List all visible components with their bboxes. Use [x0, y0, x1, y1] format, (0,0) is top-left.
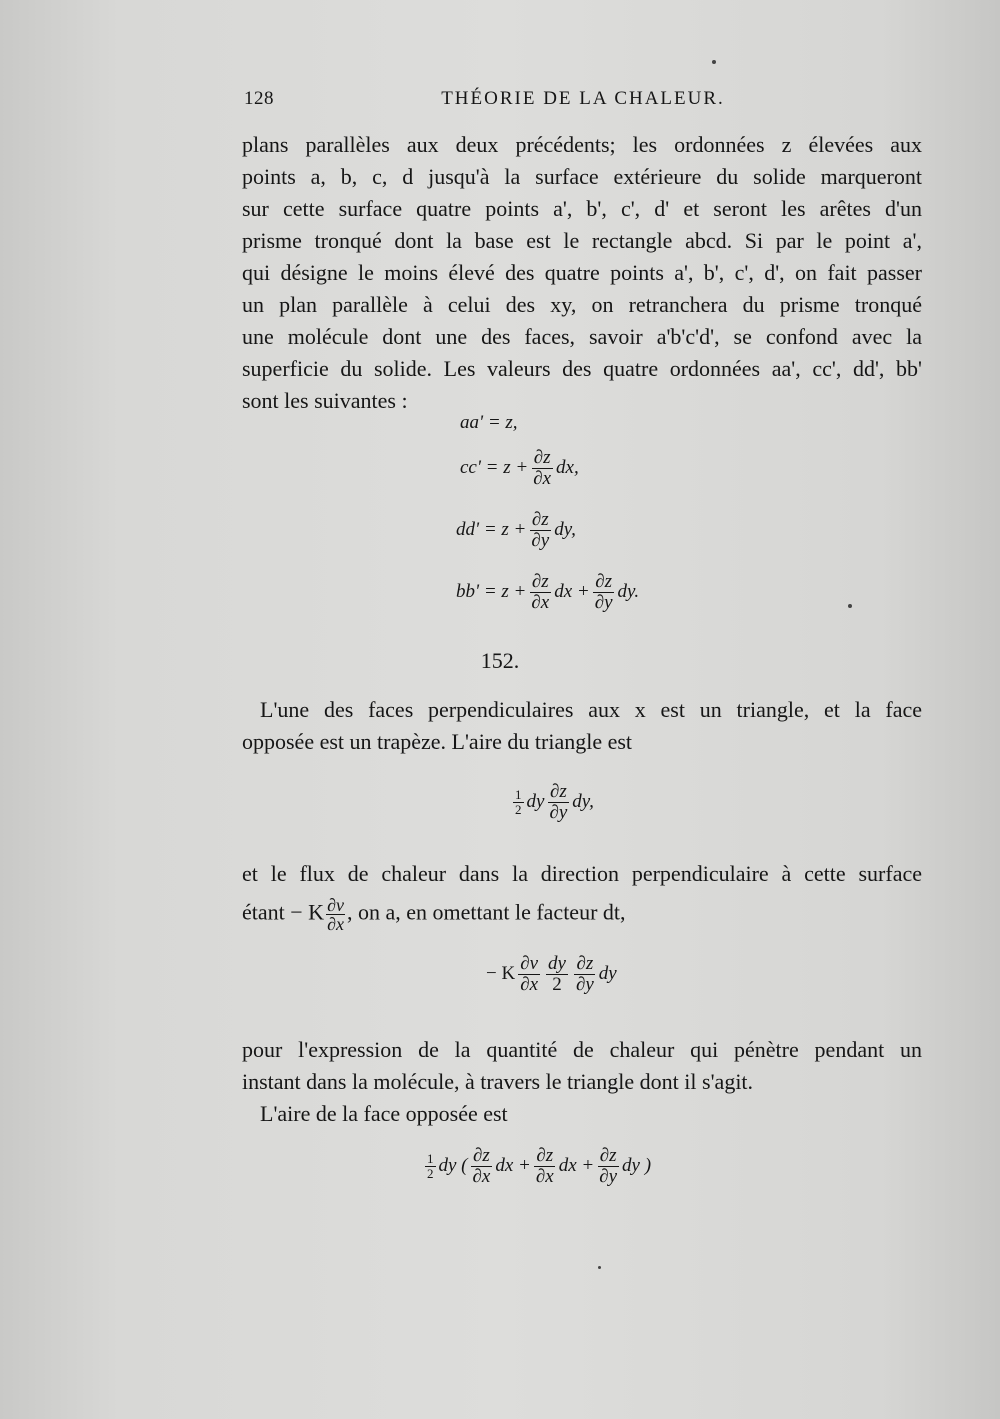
eq-term: − K: [486, 963, 516, 985]
eq-term: dy: [526, 791, 545, 813]
paragraph-1: [242, 129, 922, 417]
paragraph-3: [242, 858, 922, 933]
text-line: opposée est un trapèze. L'aire du triangle est: [242, 729, 633, 754]
text-line: sont les suivantes :: [242, 388, 408, 413]
equation-bb: [456, 572, 639, 613]
fraction-numerator: ∂z: [576, 953, 594, 974]
fraction-numerator: ∂z: [595, 571, 613, 592]
fraction-numerator: ∂z: [549, 781, 567, 802]
paragraph-2: [242, 694, 922, 758]
fraction: [529, 572, 551, 613]
text-line: superficie du solide. Les valeurs des quatre ordonnées aa', cc', dd', bb': [242, 356, 922, 381]
fraction-denominator: ∂x: [472, 1165, 491, 1187]
fraction-numerator: 1: [427, 1151, 434, 1167]
eq-tail: dy: [598, 963, 617, 985]
eq-tail: dy,: [554, 519, 576, 541]
fraction: [574, 954, 596, 995]
eq-tail: dx,: [556, 457, 579, 479]
text-fragment: étant − K: [242, 899, 325, 925]
fraction: [531, 448, 553, 489]
text-line: un plan parallèle à celui des xy, on retranchera du prisme tronqué: [242, 292, 922, 317]
fraction-half: [513, 788, 524, 816]
eq-term: dy (: [438, 1155, 468, 1177]
fraction-denominator: ∂x: [533, 467, 552, 489]
eq-tail: dy.: [617, 581, 640, 603]
equation-cc: [460, 448, 579, 489]
fraction-numerator: ∂z: [531, 509, 549, 530]
eq-lhs: bb' = z +: [456, 581, 527, 603]
fraction-denominator: ∂y: [575, 973, 594, 995]
text-line: L'une des faces perpendiculaires aux x est un triangle, et la face: [260, 697, 922, 722]
fraction-half: [425, 1152, 436, 1180]
text-line: points a, b, c, d jusqu'à la surface extérieure du solide marqueront: [242, 164, 922, 189]
text-line: prisme tronqué dont la base est le rectangle abcd. Si par le point a',: [242, 228, 922, 253]
fraction: [518, 954, 540, 995]
equation-trapeze-area: [422, 1146, 651, 1187]
fraction-denominator: 2: [427, 1165, 434, 1181]
fraction-denominator: 2: [515, 801, 522, 817]
fraction-denominator: ∂x: [531, 591, 550, 613]
eq-lhs: cc' = z +: [460, 457, 529, 479]
eq-tail: dy,: [572, 791, 594, 813]
section-number: 152.: [480, 648, 520, 673]
equation-triangle-area: [510, 782, 594, 823]
fraction-denominator: 2: [552, 973, 562, 995]
text-line: plans parallèles aux deux précédents; les ordonnées z élevées aux: [242, 132, 922, 157]
text-line: sur cette surface quatre points a', b', c', d' et seront les arêtes d'un: [242, 196, 922, 221]
page-header: [244, 88, 922, 118]
fraction-denominator: ∂x: [535, 1165, 554, 1187]
page-number: 128: [244, 88, 274, 109]
text-line: L'aire de la face opposée est: [260, 1101, 508, 1126]
ink-speck: [598, 1266, 601, 1269]
text-line: pour l'expression de la quantité de chaleur qui pénètre pendant un: [242, 1037, 922, 1062]
fraction: [593, 572, 615, 613]
fraction: [534, 1146, 556, 1187]
equation-heat-flux: [486, 954, 617, 995]
ink-speck: [712, 60, 716, 64]
running-head: THÉORIE DE LA CHALEUR.: [441, 88, 725, 109]
fraction-numerator: 1: [515, 787, 522, 803]
fraction-numerator: ∂z: [599, 1145, 617, 1166]
text-line: et le flux de chaleur dans la direction perpendiculaire à cette surface: [242, 861, 922, 886]
ink-speck: [848, 604, 852, 608]
eq-tail: dy ): [622, 1155, 652, 1177]
fraction-denominator: ∂y: [594, 591, 613, 613]
fraction: [597, 1146, 619, 1187]
equation-aa: [460, 412, 518, 434]
paragraph-4: [242, 1034, 922, 1130]
fraction-numerator: ∂z: [536, 1145, 554, 1166]
fraction: [546, 954, 568, 995]
text-line: une molécule dont une des faces, savoir a'b'c'd', se confond avec la: [242, 324, 922, 349]
equation-dd: [456, 510, 576, 551]
fraction: [471, 1146, 493, 1187]
eq-term: dx +: [558, 1155, 595, 1177]
fraction-numerator: ∂z: [473, 1145, 490, 1166]
text-line: qui désigne le moins élevé des quatre points a', b', c', d', on fait passer: [242, 260, 922, 285]
eq-lhs: aa' = z,: [460, 412, 518, 433]
fraction-numerator: dy: [548, 953, 566, 974]
text-fragment: , on a, en omettant le facteur dt,: [346, 899, 626, 925]
fraction-denominator: ∂y: [599, 1165, 618, 1187]
text-line: instant dans la molécule, à travers le triangle dont il s'agit.: [242, 1069, 754, 1094]
fraction: [529, 510, 551, 551]
fraction-denominator: ∂x: [327, 914, 344, 934]
fraction: [547, 782, 569, 823]
fraction-numerator: ∂v: [520, 953, 539, 974]
fraction-numerator: ∂z: [531, 571, 549, 592]
eq-term: dx +: [495, 1155, 531, 1177]
text-line: [242, 896, 922, 933]
eq-mid: dx +: [554, 581, 590, 603]
eq-lhs: dd' = z +: [456, 519, 527, 541]
fraction-numerator: ∂v: [327, 895, 344, 915]
fraction-denominator: ∂x: [520, 973, 539, 995]
inline-fraction: [326, 896, 345, 933]
fraction-numerator: ∂z: [533, 447, 551, 468]
fraction-denominator: ∂y: [549, 801, 568, 823]
fraction-denominator: ∂y: [531, 529, 550, 551]
